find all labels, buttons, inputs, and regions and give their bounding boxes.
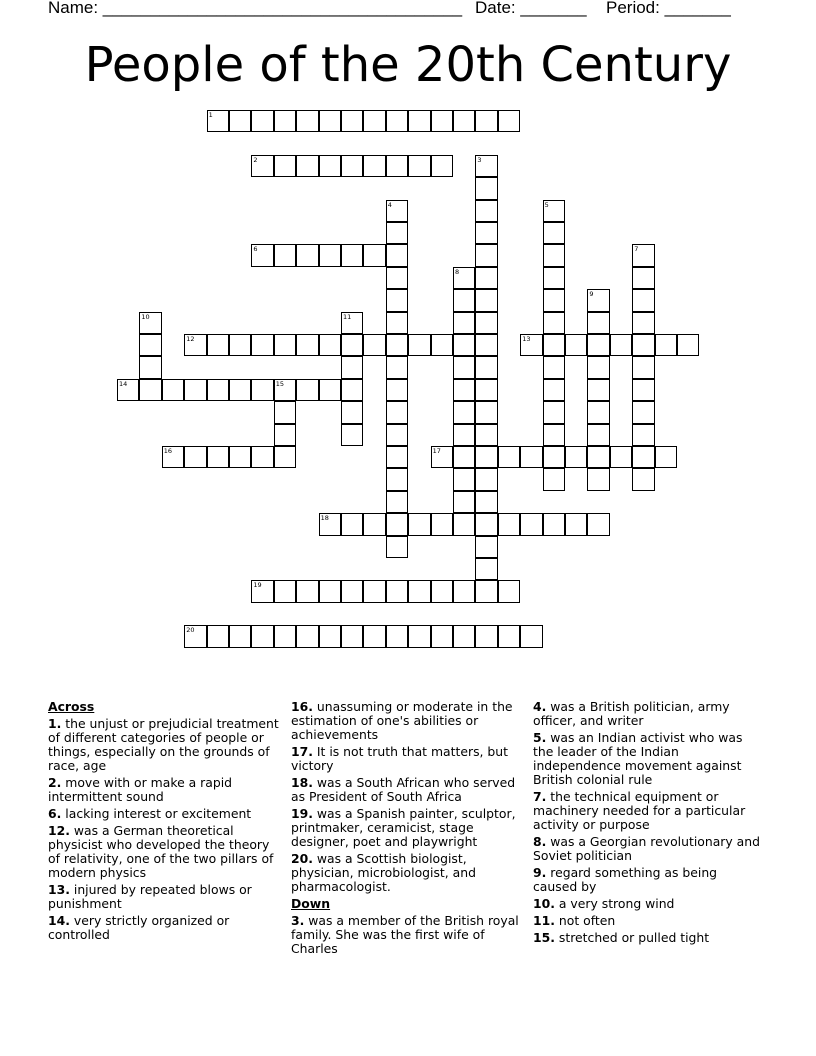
grid-cell[interactable]: [453, 468, 475, 490]
clue-item-text: was a British politician, army officer, and writer: [533, 699, 730, 728]
clue-item: [48, 883, 280, 911]
grid-cell[interactable]: [632, 244, 654, 266]
clue-item-number: 20.: [291, 851, 313, 866]
grid-cell[interactable]: [274, 401, 296, 423]
grid-cell[interactable]: [475, 491, 497, 513]
clue-item-number: 16.: [291, 699, 313, 714]
grid-cell[interactable]: [475, 558, 497, 580]
grid-cell[interactable]: [184, 446, 206, 468]
grid-cell[interactable]: [498, 513, 520, 535]
puzzle-title: People of the 20th Century: [84, 37, 732, 93]
grid-cell[interactable]: [207, 625, 229, 647]
grid-cell[interactable]: [274, 625, 296, 647]
grid-cell[interactable]: [431, 625, 453, 647]
grid-cell[interactable]: [363, 513, 385, 535]
grid-cell[interactable]: [408, 513, 430, 535]
grid-cell[interactable]: [498, 446, 520, 468]
clue-number: 2: [253, 155, 258, 164]
down-clue-list-continued: [533, 700, 763, 945]
grid-cell[interactable]: [341, 401, 363, 423]
clue-item-text: regard something as being caused by: [533, 865, 718, 894]
clue-number: 18: [320, 514, 329, 523]
clue-item-text: was a South African who served as President of South Africa: [291, 775, 516, 804]
grid-cell[interactable]: [655, 334, 677, 356]
grid-cell[interactable]: [251, 446, 273, 468]
grid-cell[interactable]: [520, 446, 542, 468]
grid-cell[interactable]: [431, 580, 453, 602]
grid-cell[interactable]: [251, 625, 273, 647]
clue-item: [533, 790, 763, 832]
grid-cell[interactable]: [543, 244, 565, 266]
grid-cell[interactable]: [632, 379, 654, 401]
grid-cell[interactable]: [543, 379, 565, 401]
grid-cell[interactable]: [117, 379, 139, 401]
clue-number: 19: [253, 581, 262, 590]
grid-cell[interactable]: [274, 446, 296, 468]
grid-cell[interactable]: [386, 379, 408, 401]
clue-item-number: 9.: [533, 865, 547, 880]
grid-cell[interactable]: [543, 334, 565, 356]
grid-cell[interactable]: [475, 379, 497, 401]
grid-cell[interactable]: [341, 155, 363, 177]
clues-column-1: [48, 700, 280, 945]
clue-item-text: stretched or pulled tight: [554, 930, 710, 945]
grid-cell[interactable]: [431, 110, 453, 132]
grid-cell[interactable]: [632, 468, 654, 490]
grid-cell[interactable]: [565, 446, 587, 468]
grid-cell[interactable]: [632, 401, 654, 423]
grid-cell[interactable]: [341, 379, 363, 401]
period-field[interactable]: Period: _______: [606, 0, 731, 17]
grid-cell[interactable]: [341, 580, 363, 602]
grid-cell[interactable]: [184, 334, 206, 356]
grid-cell[interactable]: [475, 244, 497, 266]
clue-number: 17: [432, 447, 441, 455]
clue-item: [533, 700, 763, 728]
grid-cell[interactable]: [386, 222, 408, 244]
grid-cell[interactable]: [475, 267, 497, 289]
clue-item-number: 8.: [533, 834, 547, 849]
grid-cell[interactable]: [520, 625, 542, 647]
grid-cell[interactable]: [363, 155, 385, 177]
grid-cell[interactable]: [587, 513, 609, 535]
grid-cell[interactable]: [543, 356, 565, 378]
grid-cell[interactable]: [475, 155, 497, 177]
grid-cell[interactable]: [610, 446, 632, 468]
grid-cell[interactable]: [453, 580, 475, 602]
clue-number: 16: [163, 447, 173, 455]
grid-cell[interactable]: [341, 312, 363, 334]
grid-cell[interactable]: [677, 334, 699, 356]
grid-cell[interactable]: [341, 334, 363, 356]
grid-cell[interactable]: [475, 401, 497, 423]
grid-cell[interactable]: [475, 468, 497, 490]
clue-item-text: very strictly organized or controlled: [48, 913, 230, 942]
grid-cell[interactable]: [184, 625, 206, 647]
grid-cell[interactable]: [386, 424, 408, 446]
grid-cell[interactable]: [319, 513, 341, 535]
across-clue-list: [48, 717, 280, 942]
grid-cell[interactable]: [543, 513, 565, 535]
clue-item: [533, 931, 763, 945]
grid-cell[interactable]: [587, 312, 609, 334]
grid-cell[interactable]: [408, 580, 430, 602]
clue-item-text: was a member of the British royal family. She was the first wife of Charles: [291, 913, 519, 956]
grid-cell[interactable]: [363, 580, 385, 602]
grid-cell[interactable]: [274, 110, 296, 132]
grid-cell[interactable]: [296, 155, 318, 177]
grid-cell[interactable]: [229, 110, 251, 132]
grid-cell[interactable]: [475, 625, 497, 647]
grid-cell[interactable]: [453, 312, 475, 334]
grid-cell[interactable]: [632, 267, 654, 289]
grid-cell[interactable]: [587, 379, 609, 401]
grid-cell[interactable]: [341, 625, 363, 647]
grid-cell[interactable]: [386, 536, 408, 558]
grid-cell[interactable]: [319, 379, 341, 401]
grid-cell[interactable]: [475, 424, 497, 446]
clue-item: [533, 835, 763, 863]
grid-cell[interactable]: [453, 491, 475, 513]
grid-cell[interactable]: [431, 155, 453, 177]
grid-cell[interactable]: [587, 424, 609, 446]
name-field[interactable]: Name: ______________________________________: [48, 0, 463, 17]
grid-cell[interactable]: [296, 334, 318, 356]
clue-item: [291, 776, 521, 804]
grid-cell[interactable]: [475, 356, 497, 378]
grid-cell[interactable]: [251, 110, 273, 132]
clue-item: [48, 914, 280, 942]
grid-cell[interactable]: [274, 244, 296, 266]
grid-cell[interactable]: [655, 446, 677, 468]
grid-cell[interactable]: [587, 334, 609, 356]
grid-cell[interactable]: [565, 513, 587, 535]
grid-cell[interactable]: [431, 334, 453, 356]
grid-cell[interactable]: [207, 110, 229, 132]
grid-cell[interactable]: [453, 513, 475, 535]
clue-item-number: 4.: [533, 699, 547, 714]
clue-item-number: 2.: [48, 775, 62, 790]
clue-item-number: 13.: [48, 882, 70, 897]
clue-item: [48, 776, 280, 804]
grid-cell[interactable]: [162, 446, 184, 468]
clue-item: [291, 852, 521, 894]
grid-cell[interactable]: [274, 334, 296, 356]
clue-number: 6: [253, 245, 258, 254]
clue-number: 9: [589, 290, 594, 299]
grid-cell[interactable]: [543, 222, 565, 244]
grid-cell[interactable]: [431, 513, 453, 535]
grid-cell[interactable]: [386, 356, 408, 378]
clue-number: 14: [119, 379, 128, 388]
grid-cell[interactable]: [296, 625, 318, 647]
clue-item: [533, 731, 763, 787]
grid-cell[interactable]: [251, 334, 273, 356]
clue-item-text: move with or make a rapid intermittent sound: [48, 775, 233, 804]
clue-item-text: lacking interest or excitement: [61, 806, 252, 821]
clue-number: 15: [275, 379, 285, 388]
grid-cell[interactable]: [386, 625, 408, 647]
clue-item: [533, 897, 763, 911]
grid-cell[interactable]: [251, 155, 273, 177]
grid-cell[interactable]: [453, 424, 475, 446]
clue-item-text: the technical equipment or machinery needed for a particular activity or purpose: [533, 789, 746, 832]
grid-cell[interactable]: [229, 334, 251, 356]
clue-item-number: 18.: [291, 775, 313, 790]
grid-cell[interactable]: [543, 424, 565, 446]
clue-item-text: unassuming or moderate in the estimation of one's abilities or achievements: [291, 699, 513, 742]
grid-cell[interactable]: [341, 356, 363, 378]
grid-cell[interactable]: [498, 110, 520, 132]
clue-number: 7: [634, 245, 639, 254]
grid-cell[interactable]: [632, 446, 654, 468]
clue-item-number: 15.: [533, 930, 555, 945]
grid-cell[interactable]: [475, 177, 497, 199]
clue-number: 5: [544, 200, 549, 209]
grid-cell[interactable]: [498, 580, 520, 602]
grid-cell[interactable]: [319, 110, 341, 132]
grid-cell[interactable]: [386, 401, 408, 423]
grid-cell[interactable]: [386, 289, 408, 311]
grid-cell[interactable]: [162, 379, 184, 401]
grid-cell[interactable]: [475, 200, 497, 222]
clue-number: 20: [186, 626, 195, 635]
grid-cell[interactable]: [296, 110, 318, 132]
clue-item-text: was a Georgian revolutionary and Soviet politician: [533, 834, 760, 863]
clue-item: [291, 745, 521, 773]
grid-cell[interactable]: [274, 379, 296, 401]
grid-cell[interactable]: [386, 580, 408, 602]
grid-cell[interactable]: [386, 468, 408, 490]
grid-cell[interactable]: [453, 379, 475, 401]
grid-cell[interactable]: [363, 244, 385, 266]
grid-cell[interactable]: [520, 513, 542, 535]
down-clue-list: [291, 914, 521, 956]
grid-cell[interactable]: [274, 424, 296, 446]
clue-item-number: 12.: [48, 823, 70, 838]
grid-cell[interactable]: [319, 244, 341, 266]
clue-number: 8: [455, 267, 460, 276]
grid-cell[interactable]: [632, 334, 654, 356]
grid-cell[interactable]: [363, 334, 385, 356]
grid-cell[interactable]: [431, 446, 453, 468]
grid-cell[interactable]: [341, 513, 363, 535]
clue-number: 11: [343, 312, 352, 321]
clue-item-number: 7.: [533, 789, 547, 804]
clue-item: [48, 717, 280, 773]
grid-cell[interactable]: [341, 244, 363, 266]
grid-cell[interactable]: [251, 244, 273, 266]
date-field[interactable]: Date: _______: [475, 0, 587, 17]
grid-cell[interactable]: [475, 513, 497, 535]
clue-number: 13: [522, 335, 531, 343]
clue-item: [48, 807, 280, 821]
clue-number: 1: [208, 111, 213, 119]
grid-cell[interactable]: [386, 244, 408, 266]
grid-cell[interactable]: [475, 334, 497, 356]
grid-cell[interactable]: [207, 334, 229, 356]
grid-cell[interactable]: [341, 424, 363, 446]
clue-item-text: was a Scottish biologist, physician, microbiologist, and pharmacologist.: [291, 851, 476, 894]
down-heading: Down: [291, 896, 331, 911]
grid-cell[interactable]: [319, 625, 341, 647]
grid-cell[interactable]: [386, 110, 408, 132]
grid-cell[interactable]: [587, 468, 609, 490]
clue-item-number: 10.: [533, 896, 555, 911]
grid-cell[interactable]: [498, 625, 520, 647]
clue-item-text: was a German theoretical physicist who developed the theory of relativity, one of the two pillars of modern physics: [48, 823, 274, 880]
grid-cell[interactable]: [632, 424, 654, 446]
grid-cell[interactable]: [453, 289, 475, 311]
grid-cell[interactable]: [632, 312, 654, 334]
grid-cell[interactable]: [386, 155, 408, 177]
grid-cell[interactable]: [453, 334, 475, 356]
grid-cell[interactable]: [475, 110, 497, 132]
clue-item: [48, 824, 280, 880]
grid-cell[interactable]: [363, 110, 385, 132]
grid-cell[interactable]: [319, 334, 341, 356]
clue-item-text: It is not truth that matters, but victory: [291, 744, 508, 773]
grid-cell[interactable]: [543, 200, 565, 222]
grid-cell[interactable]: [139, 356, 161, 378]
grid-cell[interactable]: [565, 334, 587, 356]
grid-cell[interactable]: [632, 356, 654, 378]
grid-cell[interactable]: [386, 200, 408, 222]
clue-item: [533, 914, 763, 928]
grid-cell[interactable]: [229, 625, 251, 647]
across-clue-list-continued: [291, 700, 521, 894]
grid-cell[interactable]: [229, 379, 251, 401]
grid-cell[interactable]: [453, 446, 475, 468]
clue-item-number: 19.: [291, 806, 313, 821]
grid-cell[interactable]: [274, 580, 296, 602]
grid-cell[interactable]: [587, 356, 609, 378]
grid-cell[interactable]: [475, 289, 497, 311]
grid-cell[interactable]: [386, 312, 408, 334]
clue-item: [291, 700, 521, 742]
clue-item-text: the unjust or prejudicial treatment of different categories of people or things, especially on the grounds of race, age: [48, 716, 279, 773]
grid-cell[interactable]: [319, 580, 341, 602]
grid-cell[interactable]: [543, 312, 565, 334]
grid-cell[interactable]: [453, 110, 475, 132]
clue-item-number: 6.: [48, 806, 62, 821]
grid-cell[interactable]: [475, 446, 497, 468]
grid-cell[interactable]: [251, 580, 273, 602]
grid-cell[interactable]: [543, 446, 565, 468]
grid-cell[interactable]: [139, 312, 161, 334]
grid-cell[interactable]: [408, 334, 430, 356]
clues-column-3: [533, 700, 763, 948]
grid-cell[interactable]: [475, 312, 497, 334]
grid-cell[interactable]: [475, 536, 497, 558]
grid-cell[interactable]: [587, 401, 609, 423]
clue-item-text: injured by repeated blows or punishment: [48, 882, 252, 911]
clue-item-text: was an Indian activist who was the leader of the Indian independence movement against British colonial rule: [533, 730, 743, 787]
grid-cell[interactable]: [386, 446, 408, 468]
grid-cell[interactable]: [296, 580, 318, 602]
grid-cell[interactable]: [543, 401, 565, 423]
grid-cell[interactable]: [475, 580, 497, 602]
clue-item-number: 14.: [48, 913, 70, 928]
clue-item-text: not often: [554, 913, 616, 928]
grid-cell[interactable]: [386, 491, 408, 513]
clue-item: [291, 914, 521, 956]
grid-cell[interactable]: [139, 379, 161, 401]
grid-cell[interactable]: [139, 334, 161, 356]
across-heading: Across: [48, 699, 95, 714]
grid-cell[interactable]: [207, 446, 229, 468]
grid-cell[interactable]: [229, 446, 251, 468]
grid-cell[interactable]: [386, 513, 408, 535]
grid-cell[interactable]: [251, 379, 273, 401]
grid-cell[interactable]: [543, 468, 565, 490]
clue-number: 3: [477, 155, 482, 164]
grid-cell[interactable]: [386, 267, 408, 289]
clue-item-number: 5.: [533, 730, 547, 745]
grid-cell[interactable]: [319, 155, 341, 177]
grid-cell[interactable]: [363, 625, 385, 647]
grid-cell[interactable]: [408, 155, 430, 177]
grid-cell[interactable]: [184, 379, 206, 401]
clue-item-number: 17.: [291, 744, 313, 759]
clue-item-number: 3.: [291, 913, 305, 928]
grid-cell[interactable]: [274, 155, 296, 177]
grid-cell[interactable]: [632, 289, 654, 311]
clue-item: [291, 807, 521, 849]
clue-item-number: 11.: [533, 913, 555, 928]
grid-cell[interactable]: [453, 356, 475, 378]
grid-cell[interactable]: [296, 379, 318, 401]
grid-cell[interactable]: [587, 289, 609, 311]
clue-number: 12: [186, 335, 195, 343]
grid-cell[interactable]: [610, 334, 632, 356]
grid-cell[interactable]: [543, 267, 565, 289]
grid-cell[interactable]: [453, 267, 475, 289]
grid-cell[interactable]: [587, 446, 609, 468]
grid-cell[interactable]: [341, 110, 363, 132]
grid-cell[interactable]: [408, 625, 430, 647]
grid-cell[interactable]: [296, 244, 318, 266]
clue-item-text: was a Spanish painter, sculptor, printmaker, ceramicist, stage designer, poet and playwright: [291, 806, 516, 849]
grid-cell[interactable]: [408, 110, 430, 132]
clue-number: 10: [141, 312, 150, 321]
grid-cell[interactable]: [453, 625, 475, 647]
grid-cell[interactable]: [543, 289, 565, 311]
clue-number: 4: [387, 200, 392, 209]
grid-cell[interactable]: [475, 222, 497, 244]
grid-cell[interactable]: [207, 379, 229, 401]
clue-item: [533, 866, 763, 894]
grid-cell[interactable]: [520, 334, 542, 356]
clue-item-text: a very strong wind: [554, 896, 675, 911]
grid-cell[interactable]: [386, 334, 408, 356]
clue-item-number: 1.: [48, 716, 62, 731]
clues-column-2: [291, 700, 521, 959]
grid-cell[interactable]: [453, 401, 475, 423]
